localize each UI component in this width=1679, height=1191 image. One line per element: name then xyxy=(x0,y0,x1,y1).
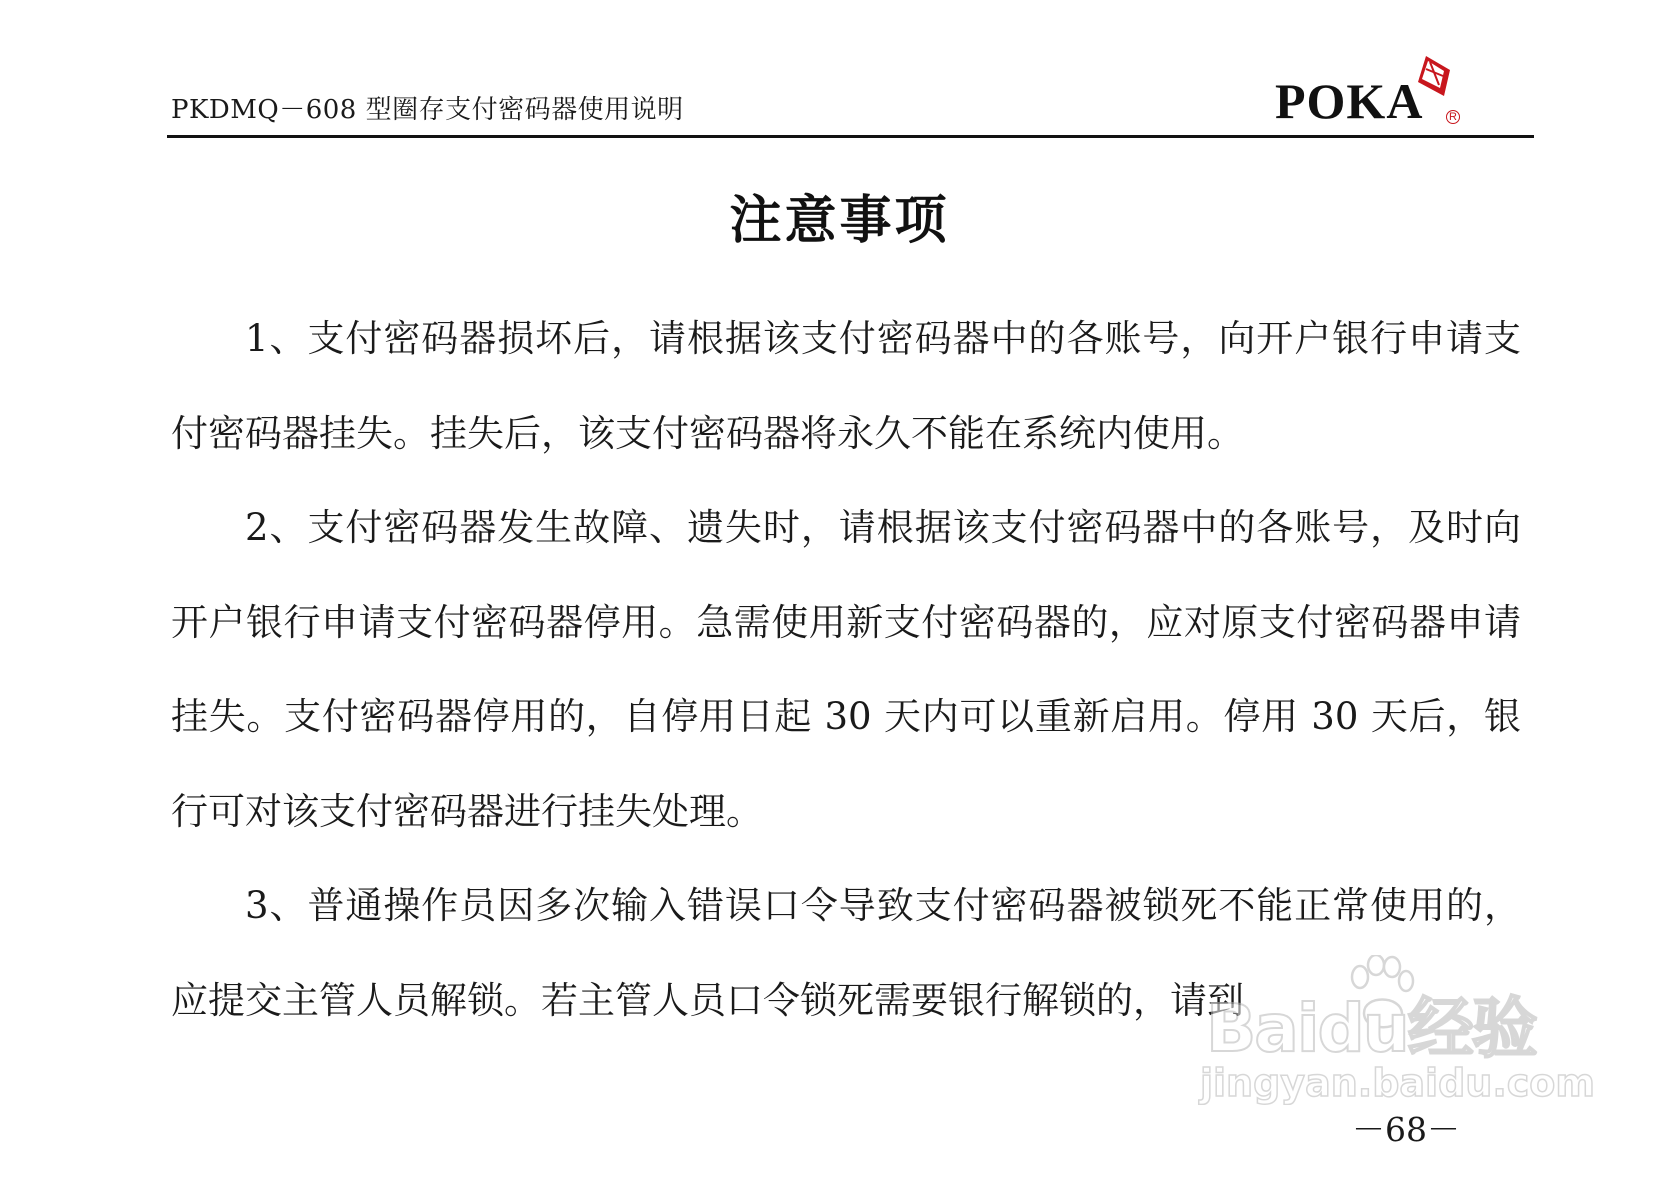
page-number: －68－ xyxy=(1352,1110,1460,1149)
watermark-url: jingyan.baidu.com xyxy=(1200,1061,1595,1105)
notice-body xyxy=(171,292,1521,1048)
watermark-brand: Baidu经验 xyxy=(1206,990,1536,1067)
section-title: 注意事项 xyxy=(729,191,950,251)
notice-paragraph-3: 3、普通操作员因多次输入错误口令导致支付密码器被锁死不能正常使用的，应提交主管人员解锁。若主管人员口令锁死需要银行解锁的，请到 xyxy=(171,884,1521,1022)
header-rule xyxy=(167,135,1534,138)
logo-text: POKA xyxy=(1275,73,1424,129)
header-title: PKDMQ－608 型圈存支付密码器使用说明 xyxy=(171,95,684,125)
notice-paragraph-2: 2、支付密码器发生故障、遗失时，请根据该支付密码器中的各账号，及时向开户银行申请支付密码器停用。急需使用新支付密码器的，应对原支付密码器申请挂失。支付密码器停用的，自停用日起 30 天内可以重新启用。停用 30 天后，银行可对该支付密码器进行挂失处理。 xyxy=(171,506,1521,833)
registered-mark: R xyxy=(1446,110,1460,124)
poka-logo xyxy=(1275,52,1460,129)
page-header xyxy=(167,52,1534,138)
baidu-watermark xyxy=(1200,975,1600,1125)
notice-paragraph-1: 1、支付密码器损坏后，请根据该支付密码器中的各账号，向开户银行申请支付密码器挂失。挂失后，该支付密码器将永久不能在系统内使用。 xyxy=(171,317,1521,455)
